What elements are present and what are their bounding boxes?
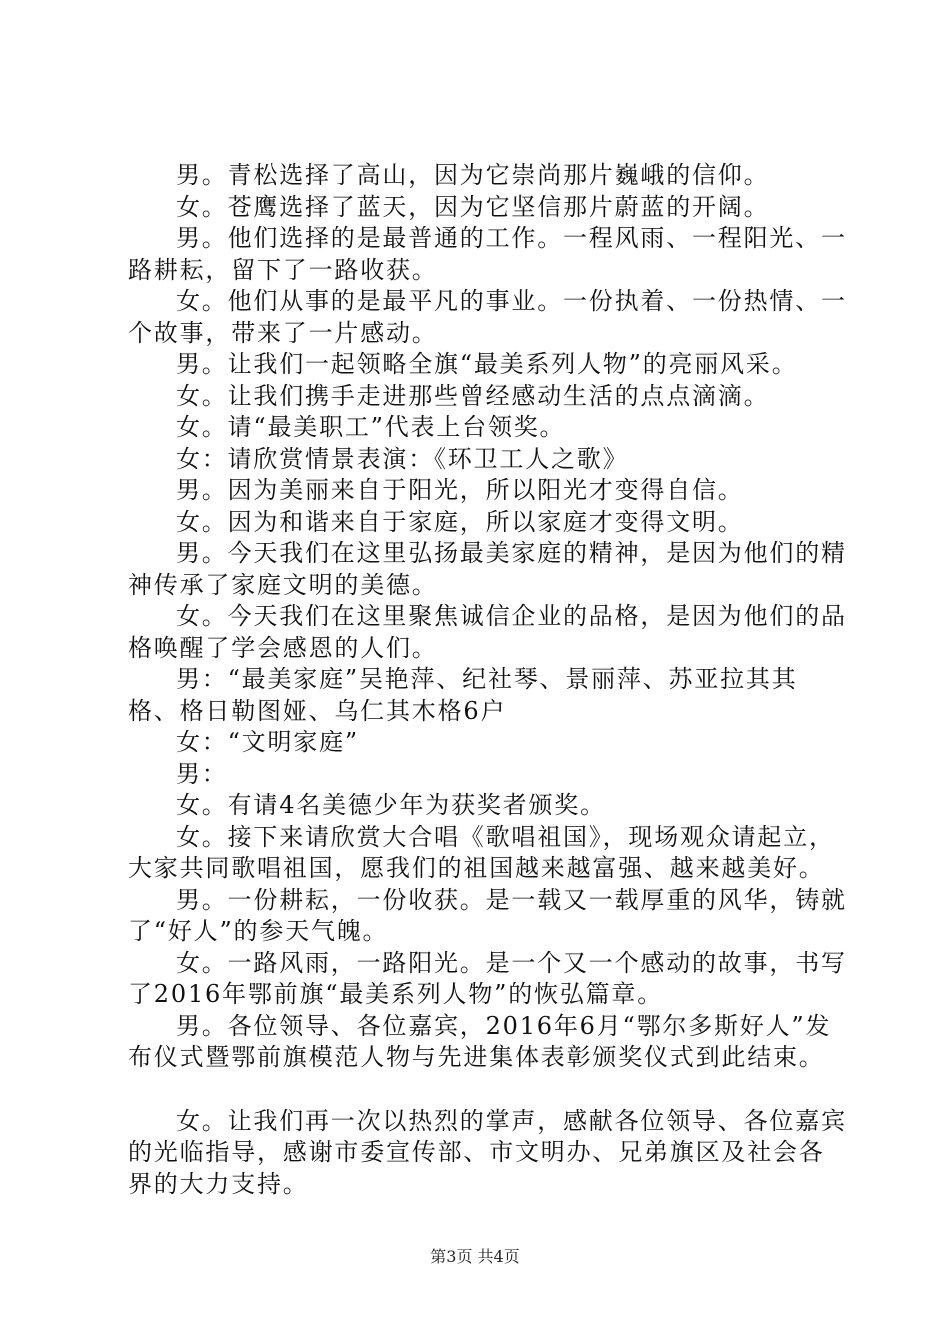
paragraph: 女。有请4名美德少年为获奖者颁奖。 xyxy=(176,791,606,819)
paragraph: 男。让我们一起领略全旗“最美系列人物”的亮丽风采。 xyxy=(176,350,798,378)
document-body xyxy=(128,160,848,1200)
paragraph: 女。接下来请欣赏大合唱《歌唱祖国》，现场观众请起立，大家共同歌唱祖国，愿我们的祖国越来越富强、越来越美好。 xyxy=(128,822,835,882)
paragraph: 男： xyxy=(176,759,228,788)
paragraph: 女。让我们再一次以热烈的掌声，感献各位领导、各位嘉宾的光临指导，感谢市委宣传部、市文明办、兄弟旗区及社会各界的大力支持。 xyxy=(128,1106,847,1198)
paragraph: 女。让我们携手走进那些曾经感动生活的点点滴滴。 xyxy=(176,381,770,410)
paragraph: 女。今天我们在这里聚焦诚信企业的品格，是因为他们的品格唤醒了学会感恩的人们。 xyxy=(128,602,847,662)
paragraph: 女。因为和谐来自于家庭，所以家庭才变得文明。 xyxy=(176,507,744,536)
paragraph: 男。他们选择的是最普通的工作。一程风雨、一程阳光、一路耕耘，留下了一路收获。 xyxy=(128,224,847,284)
paragraph: 女。苍鹰选择了蓝天，因为它坚信那片蔚蓝的开阔。 xyxy=(176,192,770,221)
paragraph: 女。他们从事的是最平凡的事业。一份执着、一份热情、一个故事，带来了一片感动。 xyxy=(128,287,847,347)
paragraph: 女：“文明家庭” xyxy=(176,728,359,756)
paragraph: 男。青松选择了高山，因为它崇尚那片巍峨的信仰。 xyxy=(176,161,770,189)
paragraph: 女。一路风雨，一路阳光。是一个又一个感动的故事，书写了2016年鄂前旗“最美系列人物”的恢弘篇章。 xyxy=(128,948,847,1008)
paragraph: 男。一份耕耘，一份收获。是一载又一载厚重的风华，铸就了“好人”的参天气魄。 xyxy=(128,885,847,945)
paragraph: 男。今天我们在这里弘扬最美家庭的精神，是因为他们的精神传承了家庭文明的美德。 xyxy=(128,539,847,599)
paragraph: 女。请“最美职工”代表上台领奖。 xyxy=(176,413,566,441)
page-number: 第3页 共4页 xyxy=(430,1247,520,1266)
paragraph: 女：请欣赏情景表演：《环卫工人之歌》 xyxy=(176,444,629,473)
paragraph: 男。因为美丽来自于阳光，所以阳光才变得自信。 xyxy=(176,476,744,504)
paragraph: 男。各位领导、各位嘉宾，2016年6月“鄂尔多斯好人”发布仪式暨鄂前旗模范人物与先进集体表彰颁奖仪式到此结束。 xyxy=(128,1011,832,1071)
paragraph: 男：“最美家庭”吴艳萍、纪社琴、景丽萍、苏亚拉其其格、格日勒图娅、乌仁其木格6户 xyxy=(128,665,798,725)
